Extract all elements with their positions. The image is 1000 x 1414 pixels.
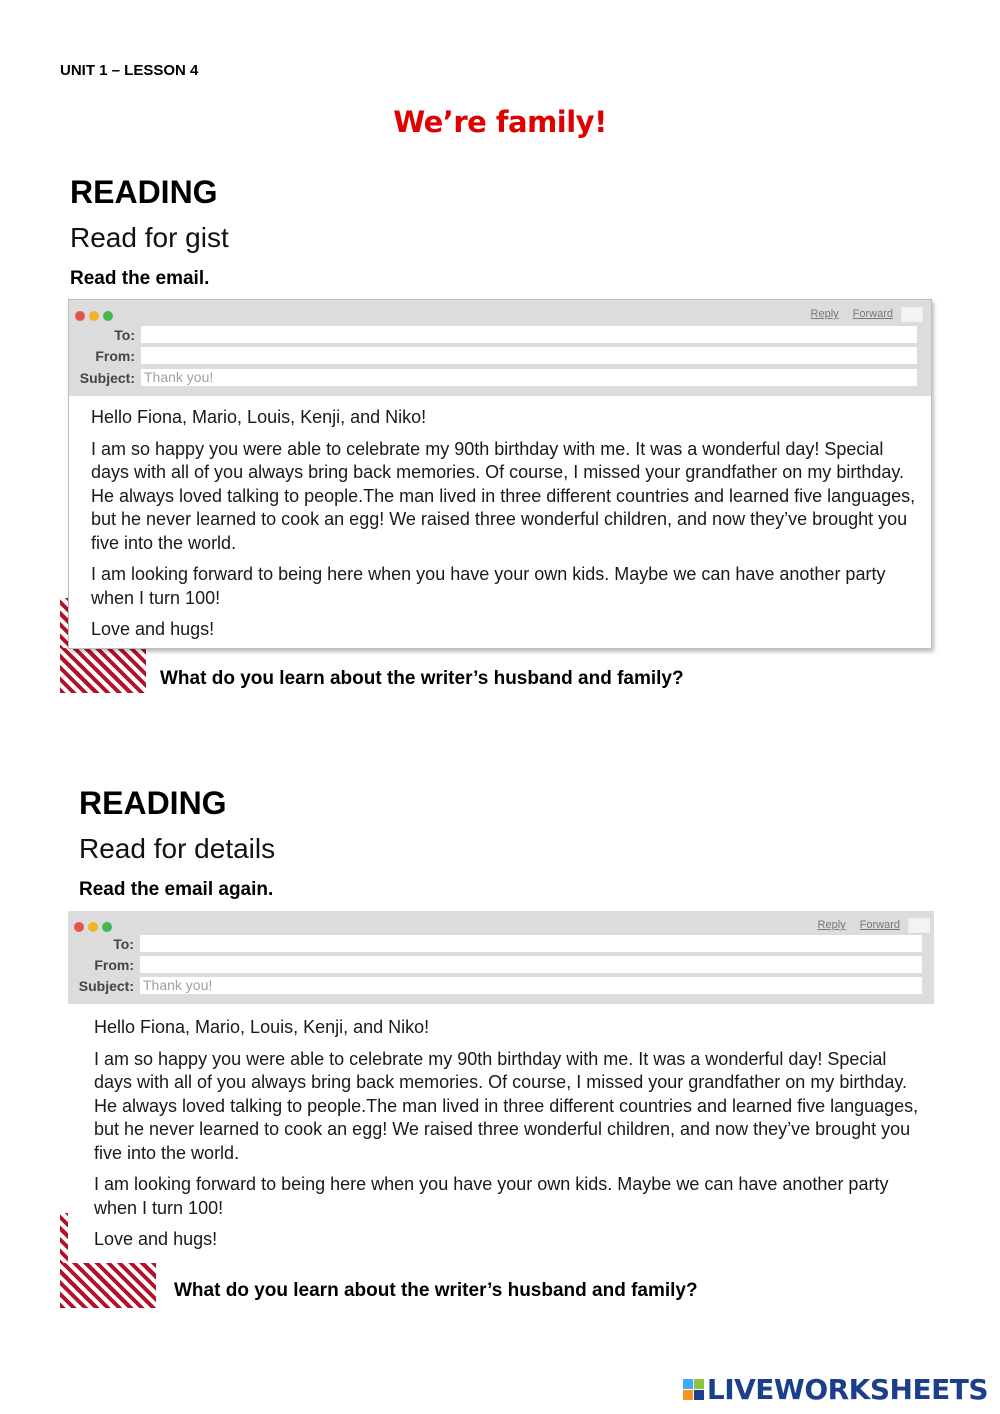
subject-label: Subject: bbox=[78, 978, 134, 994]
email-window bbox=[68, 911, 934, 1261]
stripe-decoration bbox=[60, 1263, 156, 1308]
to-row bbox=[68, 935, 934, 953]
email-header bbox=[69, 300, 931, 396]
envelope-icon[interactable] bbox=[901, 307, 923, 322]
subject-field[interactable]: Thank you! bbox=[140, 977, 922, 994]
from-row bbox=[69, 347, 931, 365]
to-label: To: bbox=[113, 936, 134, 952]
to-label: To: bbox=[114, 327, 135, 343]
from-field[interactable] bbox=[141, 347, 917, 364]
email-paragraph: I am so happy you were able to celebrate my 90th birthday with me. It was a wonderful day! Special days with all of you always bring back memories. Of course, I missed your grandfather on my birthday. He always loved talking to people.The man lived in three different countries and learned five languages, but he never learned to cook an egg! We raised three wonderful children, and now they’ve brought you five into the world. bbox=[91, 438, 916, 553]
section-subheading: Read for details bbox=[79, 833, 276, 864]
section-subheading: Read for gist bbox=[70, 222, 229, 253]
to-field[interactable] bbox=[141, 326, 917, 343]
from-field[interactable] bbox=[140, 956, 922, 973]
maximize-dot-icon[interactable] bbox=[103, 311, 113, 321]
subject-field[interactable]: Thank you! bbox=[141, 369, 917, 386]
liveworksheets-logo bbox=[683, 1373, 988, 1406]
reply-link[interactable]: Reply bbox=[810, 308, 839, 320]
stripe-decoration bbox=[60, 648, 146, 693]
stripe-decoration bbox=[60, 598, 68, 650]
email-closing: Love and hugs! bbox=[91, 619, 215, 639]
email-closing: Love and hugs! bbox=[94, 1229, 218, 1249]
to-row bbox=[69, 326, 931, 344]
section-instruction: Read the email again. bbox=[79, 879, 274, 900]
minimize-dot-icon[interactable] bbox=[88, 922, 98, 932]
minimize-dot-icon[interactable] bbox=[89, 311, 99, 321]
from-label: From: bbox=[95, 348, 135, 364]
subject-row bbox=[69, 369, 931, 387]
maximize-dot-icon[interactable] bbox=[102, 922, 112, 932]
subject-row bbox=[68, 977, 934, 995]
question-text: What do you learn about the writer’s husband and family? bbox=[174, 1280, 698, 1301]
envelope-icon[interactable] bbox=[908, 918, 930, 933]
from-label: From: bbox=[94, 957, 134, 973]
from-row bbox=[68, 956, 934, 974]
forward-link[interactable]: Forward bbox=[852, 308, 893, 320]
close-dot-icon[interactable] bbox=[74, 922, 84, 932]
email-paragraph: I am looking forward to being here when you have your own kids. Maybe we can have another party when I turn 100! bbox=[94, 1174, 889, 1218]
logo-text: LIVEWORKSHEETS bbox=[706, 1373, 988, 1406]
subject-label: Subject: bbox=[79, 370, 135, 386]
email-paragraph: I am looking forward to being here when you have your own kids. Maybe we can have another party when I turn 100! bbox=[91, 564, 886, 608]
email-header bbox=[68, 911, 934, 1004]
window-controls bbox=[75, 308, 117, 326]
reply-link[interactable]: Reply bbox=[817, 919, 846, 931]
page-title: We’re family! bbox=[393, 105, 607, 139]
forward-link[interactable]: Forward bbox=[859, 919, 900, 931]
liveworksheets-logo-icon bbox=[683, 1379, 705, 1401]
email-greeting: Hello Fiona, Mario, Louis, Kenji, and Niko! bbox=[91, 407, 427, 427]
email-greeting: Hello Fiona, Mario, Louis, Kenji, and Niko! bbox=[94, 1017, 430, 1037]
question-text: What do you learn about the writer’s husband and family? bbox=[160, 668, 684, 689]
email-body bbox=[94, 1016, 924, 1260]
section-heading: READING bbox=[70, 174, 218, 210]
section-instruction: Read the email. bbox=[70, 268, 210, 289]
email-actions bbox=[797, 308, 893, 320]
stripe-decoration bbox=[60, 1213, 68, 1265]
section-heading: READING bbox=[79, 785, 227, 821]
email-body bbox=[91, 406, 921, 650]
close-dot-icon[interactable] bbox=[75, 311, 85, 321]
email-paragraph: I am so happy you were able to celebrate my 90th birthday with me. It was a wonderful day! Special days with all of you always bring back memories. Of course, I missed your grandfather on my birthday. He always loved talking to people.The man lived in three different countries and learned five languages, but he never learned to cook an egg! We raised three wonderful children, and now they’ve brought you five into the world. bbox=[94, 1048, 919, 1163]
unit-label: UNIT 1 – LESSON 4 bbox=[60, 62, 199, 79]
email-actions bbox=[804, 919, 900, 931]
email-window bbox=[68, 299, 932, 649]
to-field[interactable] bbox=[140, 935, 922, 952]
